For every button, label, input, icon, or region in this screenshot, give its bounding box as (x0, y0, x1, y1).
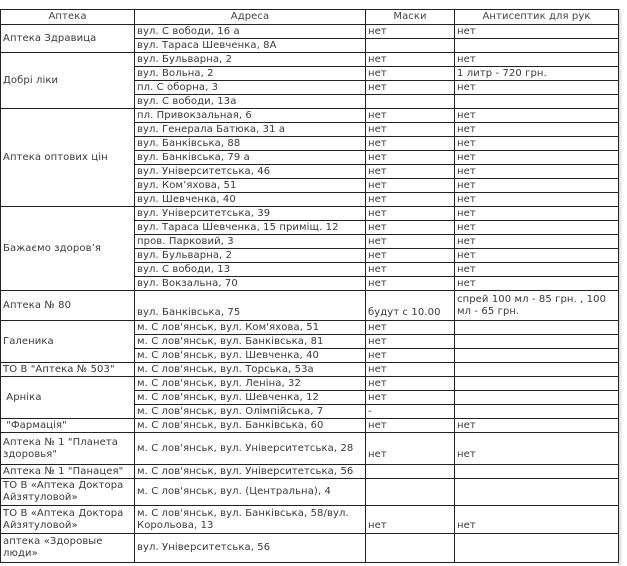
masks-cell (366, 479, 455, 506)
address-cell: вул. С вободи, 13 (135, 263, 366, 277)
masks-cell: нет (366, 506, 455, 534)
address-cell: м. С лов'янськ, вул. (Центральна), 4 (135, 479, 366, 506)
masks-cell: нет (366, 67, 455, 81)
masks-cell (366, 534, 455, 563)
address-cell: вул. Банківська, 75 (135, 291, 366, 321)
masks-cell: нет (366, 179, 455, 193)
masks-cell: нет (366, 81, 455, 95)
address-cell: м. С лов'янськ, вул. Леніна, 32 (135, 377, 366, 391)
masks-cell: нет (366, 363, 455, 377)
pharmacy-name-cell: Аптека № 1 "Панацея" (1, 465, 135, 479)
pharmacy-name-cell: "Фармація" (1, 419, 135, 433)
masks-cell: нет (366, 25, 455, 39)
table-row (1, 465, 619, 479)
address-cell: вул. Генерала Батюка, 31 а (135, 123, 366, 137)
header-pharmacy: Аптека (1, 10, 135, 25)
masks-cell: нет (366, 193, 455, 207)
address-cell: пл. С оборна, 3 (135, 81, 366, 95)
masks-cell: нет (366, 249, 455, 263)
address-cell: м. С лов'янськ, вул. Банківська, 60 (135, 419, 366, 433)
masks-cell (366, 95, 455, 109)
masks-cell (366, 465, 455, 479)
masks-cell: нет (366, 235, 455, 249)
address-cell: вул. Університетська, 56 (135, 534, 366, 563)
masks-cell: нет (366, 221, 455, 235)
address-cell: вул. С вободи, 16 а (135, 25, 366, 39)
antiseptic-cell: нет (455, 165, 619, 179)
table-row (1, 207, 619, 221)
table-row (1, 534, 619, 563)
address-cell: м. С лов'янськ, вул. Ком'яхова, 51 (135, 321, 366, 335)
address-cell: вул. Банківська, 88 (135, 137, 366, 151)
masks-cell (366, 39, 455, 53)
antiseptic-cell: нет (455, 81, 619, 95)
header-row (1, 10, 619, 25)
address-cell: м. С лов'янськ, вул. Олімпійська, 7 (135, 405, 366, 419)
address-cell: вул. Університетська, 39 (135, 207, 366, 221)
antiseptic-cell (455, 377, 619, 391)
antiseptic-cell: нет (455, 137, 619, 151)
antiseptic-cell: нет (455, 179, 619, 193)
antiseptic-cell (455, 534, 619, 563)
masks-cell: нет (366, 391, 455, 405)
pharmacy-name-cell: Аптека № 1 "Планета здоровья" (1, 433, 135, 465)
antiseptic-cell: нет (455, 53, 619, 67)
antiseptic-cell (455, 39, 619, 53)
antiseptic-cell: нет (455, 433, 619, 465)
pharmacy-name-cell: ТО В "Аптека № 503" (1, 363, 135, 377)
address-cell: м. С лов'янськ, вул. Університетська, 56 (135, 465, 366, 479)
address-cell: м. С лов'янськ, вул. Банківська, 81 (135, 335, 366, 349)
table-body (1, 25, 619, 563)
antiseptic-cell (455, 391, 619, 405)
pharmacy-name-cell: ТО В «Аптека Доктора Айзятуловой» (1, 479, 135, 506)
antiseptic-cell: нет (455, 235, 619, 249)
table-row (1, 479, 619, 506)
antiseptic-cell: нет (455, 109, 619, 123)
table-row (1, 25, 619, 39)
antiseptic-cell: нет (455, 123, 619, 137)
antiseptic-cell: нет (455, 207, 619, 221)
masks-cell: нет (366, 109, 455, 123)
address-cell: вул. Вольна, 2 (135, 67, 366, 81)
masks-cell: нет (366, 207, 455, 221)
antiseptic-cell (455, 465, 619, 479)
address-cell: пл. Привокзальная, 6 (135, 109, 366, 123)
address-cell: пров. Парковий, 3 (135, 235, 366, 249)
masks-cell: нет (366, 165, 455, 179)
pharmacy-name-cell: Бажаємо здоров’я (1, 207, 135, 291)
header-antiseptic: Антисептик для рук (455, 10, 619, 25)
antiseptic-cell (455, 363, 619, 377)
address-cell: вул. Банківська, 79 а (135, 151, 366, 165)
antiseptic-cell: нет (455, 249, 619, 263)
table-row (1, 53, 619, 67)
table-row (1, 291, 619, 321)
pharmacy-table (0, 9, 619, 563)
table-row (1, 506, 619, 534)
pharmacy-name-cell: Аптека Здравица (1, 25, 135, 53)
pharmacy-name-cell: Аптека оптових цін (1, 109, 135, 207)
table-row (1, 419, 619, 433)
masks-cell: нет (366, 151, 455, 165)
antiseptic-cell (455, 95, 619, 109)
table-row (1, 377, 619, 391)
antiseptic-cell: нет (455, 506, 619, 534)
masks-cell: нет (366, 349, 455, 363)
antiseptic-cell: нет (455, 151, 619, 165)
antiseptic-cell: спрей 100 мл - 85 грн. , 100 мл - 65 грн. (455, 291, 619, 321)
pharmacy-name-cell: аптека «Здоровые люди» (1, 534, 135, 563)
antiseptic-cell: 1 литр - 720 грн. (455, 67, 619, 81)
pharmacy-name-cell: Аптека № 80 (1, 291, 135, 321)
address-cell: вул. Тараса Шевченка, 15 приміщ. 12 (135, 221, 366, 235)
address-cell: вул. С вободи, 13а (135, 95, 366, 109)
antiseptic-cell (455, 479, 619, 506)
antiseptic-cell (455, 321, 619, 335)
antiseptic-cell (455, 349, 619, 363)
antiseptic-cell: нет (455, 25, 619, 39)
address-cell: вул. Бульварна, 2 (135, 249, 366, 263)
masks-cell: нет (366, 123, 455, 137)
masks-cell: будут с 10.00 (366, 291, 455, 321)
header-address: Адреса (135, 10, 366, 25)
antiseptic-cell: нет (455, 263, 619, 277)
address-cell: м. С лов'янськ, вул. Торська, 53а (135, 363, 366, 377)
antiseptic-cell: нет (455, 277, 619, 291)
masks-cell: нет (366, 419, 455, 433)
pharmacy-name-cell: ТО В «Аптека Доктора Айзятуловой» (1, 506, 135, 534)
address-cell: вул. Бульварна, 2 (135, 53, 366, 67)
masks-cell: - (366, 405, 455, 419)
masks-cell: нет (366, 377, 455, 391)
address-cell: м. С лов'янськ, вул. Шевченка, 40 (135, 349, 366, 363)
address-cell: вул. Університетська, 46 (135, 165, 366, 179)
antiseptic-cell (455, 405, 619, 419)
table-row (1, 109, 619, 123)
masks-cell: нет (366, 137, 455, 151)
masks-cell: нет (366, 277, 455, 291)
pharmacy-name-cell: Добрі ліки (1, 53, 135, 109)
masks-cell: нет (366, 433, 455, 465)
address-cell: вул. Тараса Шевченка, 8А (135, 39, 366, 53)
antiseptic-cell: нет (455, 419, 619, 433)
masks-cell: нет (366, 335, 455, 349)
address-cell: вул. Шевченка, 40 (135, 193, 366, 207)
antiseptic-cell: нет (455, 221, 619, 235)
antiseptic-cell: нет (455, 193, 619, 207)
table-row (1, 363, 619, 377)
table-row (1, 321, 619, 335)
masks-cell: нет (366, 263, 455, 277)
masks-cell: нет (366, 321, 455, 335)
masks-cell: нет (366, 53, 455, 67)
address-cell: вул. Ком’яхова, 51 (135, 179, 366, 193)
header-masks: Маски (366, 10, 455, 25)
address-cell: м. С лов'янськ, вул. Шевченка, 12 (135, 391, 366, 405)
pharmacy-name-cell: Галеника (1, 321, 135, 363)
pharmacy-name-cell: Арніка (1, 377, 135, 419)
table-row (1, 433, 619, 465)
antiseptic-cell (455, 335, 619, 349)
address-cell: м. С лов'янськ, вул. Університетська, 28 (135, 433, 366, 465)
address-cell: м. С лов'янськ, вул. Банківська, 58/вул. Корольова, 13 (135, 506, 366, 534)
address-cell: вул. Вокзальна, 70 (135, 277, 366, 291)
